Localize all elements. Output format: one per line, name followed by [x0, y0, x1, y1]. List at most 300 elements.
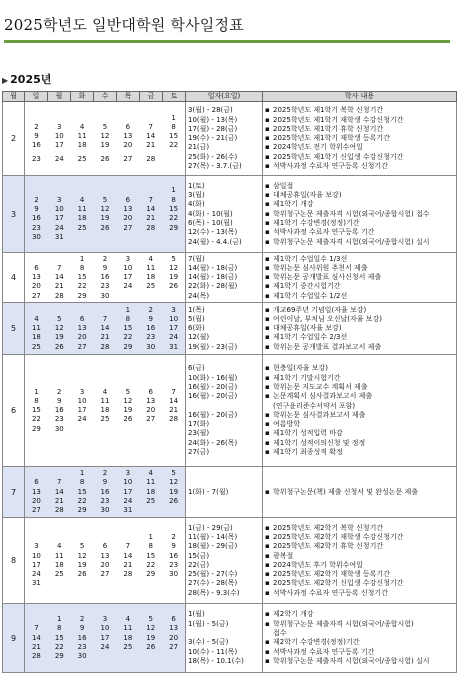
- calendar-day: 24: [54, 154, 64, 163]
- calendar-day: 21: [54, 496, 64, 505]
- triangle-bullet-icon: ▶: [2, 76, 9, 85]
- square-bullet-icon: ▪: [265, 200, 270, 209]
- calendar-day: 19: [169, 273, 179, 282]
- calendar-day: 10: [169, 314, 179, 323]
- calendar-day: 10: [123, 478, 133, 487]
- date-range: 24(화) - 26(목): [188, 438, 238, 447]
- calendar-day: 21: [100, 333, 110, 342]
- calendar-day: [116, 292, 139, 301]
- calendar-day: [139, 506, 162, 515]
- calendar-day: 15: [77, 487, 87, 496]
- header-month: 월: [3, 92, 25, 102]
- calendar-day: 5: [148, 615, 153, 624]
- event-text: 제1학기 중간시험기간: [273, 282, 341, 291]
- date-range: 7(월): [188, 254, 205, 263]
- month-row: [3, 176, 457, 253]
- date-range: 27(금): [188, 447, 210, 456]
- calendar-day: 9: [171, 542, 176, 551]
- calendar-day: 19: [146, 633, 156, 642]
- event-item: [265, 116, 456, 125]
- calendar-day: 22: [54, 642, 64, 651]
- event-list: [263, 253, 457, 303]
- date-range: 14(월) - 18(금): [188, 273, 238, 282]
- square-bullet-icon: ▪: [265, 438, 270, 447]
- date-range: 22(화) - 28(월): [188, 282, 238, 291]
- calendar-day: [139, 292, 162, 301]
- calendar-day: 18: [146, 273, 156, 282]
- event-item: [265, 561, 456, 570]
- month-label: 5: [3, 303, 25, 355]
- event-text: 2024학년도 전기 학위수여일: [273, 143, 363, 152]
- calendar-day: 2: [102, 469, 108, 478]
- calendar-day: 30: [169, 570, 179, 579]
- date-range: 17(화): [188, 420, 210, 429]
- event-text: 여름방학: [273, 420, 301, 429]
- event-text: 석박사과정 수료자 연구등록 신청기간: [273, 588, 388, 597]
- month-row: [3, 604, 457, 673]
- calendar-day: 18: [31, 333, 41, 342]
- date-range: 19(월) - 23(금): [188, 342, 238, 351]
- calendar-day: [162, 506, 185, 515]
- event-list: [263, 518, 457, 604]
- event-item: [265, 264, 456, 273]
- calendar-day: 20: [123, 214, 133, 223]
- calendar-day: 2: [79, 615, 85, 624]
- calendar-day: 18: [146, 487, 156, 496]
- date-range: 24(목): [188, 291, 210, 300]
- calendar-day: 3: [57, 195, 62, 204]
- calendar-day: 6: [79, 314, 85, 323]
- calendar-day: 22: [31, 415, 41, 424]
- event-text: (연구윤리준수서약서 포함): [273, 401, 356, 410]
- date-range: 1(목): [188, 305, 205, 314]
- calendar-day: 24: [169, 333, 179, 342]
- date-range: 10(화) - 16(월): [188, 373, 238, 382]
- calendar-day: [116, 186, 139, 195]
- calendar-day: 16: [169, 551, 179, 560]
- calendar-day: 10: [54, 205, 64, 213]
- calendar-day: [116, 652, 139, 661]
- calendar-day: 19: [123, 406, 133, 415]
- calendar-day: 3: [125, 469, 131, 478]
- date-range: 6(화): [188, 324, 205, 333]
- calendar-day: 1: [79, 254, 85, 263]
- event-text: 제1학기 성적이의신청 및 정정: [273, 438, 366, 447]
- event-list: [263, 102, 457, 176]
- calendar-day: 8: [57, 624, 62, 633]
- event-text: 2025학년도 제1학기 재학생 수강신청기간: [273, 115, 404, 124]
- calendar-day: [94, 186, 117, 195]
- calendar-day: 2: [102, 254, 108, 263]
- date-range: 3(월): [188, 191, 205, 200]
- calendar-day: 2: [148, 305, 153, 314]
- event-item: [265, 620, 456, 629]
- date-list: [186, 303, 263, 355]
- calendar-day: [48, 533, 71, 542]
- calendar-day: 11: [146, 263, 156, 272]
- event-text: 현충일(자율 보강): [273, 364, 329, 373]
- date-list: [186, 355, 263, 467]
- event-text: 어린이날, 부처님 오신날(자율 보강): [273, 314, 383, 323]
- section-heading: [2, 71, 51, 87]
- calendar-day: [48, 469, 71, 478]
- event-item: [265, 629, 456, 638]
- square-bullet-icon: ▪: [265, 410, 270, 419]
- calendar-day: 22: [77, 496, 87, 505]
- date-list: [186, 253, 263, 303]
- calendar-day: [116, 533, 139, 542]
- calendar-day: 10: [123, 263, 133, 272]
- calendar-day: 11: [100, 396, 110, 405]
- calendar-day: 5: [171, 469, 176, 478]
- event-item: [265, 638, 456, 647]
- event-text: 석박사과정 수료자 연구등록 기간: [273, 228, 375, 237]
- square-bullet-icon: ▪: [265, 254, 270, 263]
- event-text: 학위청구논문 제출자격 시험(외국어/종합시험): [273, 619, 414, 628]
- month-calendar: [25, 102, 186, 176]
- calendar-day: 13: [100, 551, 110, 560]
- calendar-day: 7: [148, 195, 153, 204]
- header-date: 일자(요일): [186, 92, 263, 102]
- square-bullet-icon: ▪: [265, 542, 270, 551]
- calendar-day: 2: [57, 387, 62, 396]
- calendar-day: 23: [31, 154, 41, 163]
- event-text: 개교69주년 기념일(자율 보강): [273, 305, 367, 314]
- calendar-day: 5: [125, 387, 131, 396]
- calendar-day: 28: [54, 506, 64, 515]
- calendar-day: 20: [31, 496, 41, 505]
- calendar-day: 1: [57, 615, 62, 624]
- square-bullet-icon: ▪: [265, 373, 270, 382]
- calendar-day: 8: [34, 396, 39, 405]
- event-text: 학위논문 공개발표 심사신청서 제출: [273, 273, 382, 282]
- date-range: 22(금): [188, 560, 210, 569]
- date-range: 10(수) - 11(목): [188, 647, 238, 656]
- calendar-day: 25: [146, 282, 156, 291]
- calendar-day: 16: [146, 324, 156, 333]
- calendar-day: 31: [54, 232, 64, 241]
- calendar-day: 25: [31, 342, 41, 351]
- calendar-day: 29: [123, 342, 133, 351]
- event-list: [263, 176, 457, 253]
- event-text: 학위청구논문 제출자격 시험(외국어/종합시험) 실시: [273, 656, 430, 665]
- date-range: 6(금): [188, 364, 205, 373]
- calendar-day: 3: [102, 615, 108, 624]
- calendar-day: 7: [171, 387, 176, 396]
- date-list: [186, 604, 263, 673]
- calendar-day: 25: [77, 223, 87, 232]
- square-bullet-icon: ▪: [265, 364, 270, 373]
- calendar-day: 21: [123, 560, 133, 569]
- calendar-day: [94, 425, 117, 434]
- event-item: [265, 219, 456, 228]
- calendar-day: 27: [31, 506, 41, 515]
- event-text: 제1학기 기말시험기간: [273, 373, 341, 382]
- calendar-day: 17: [31, 560, 41, 569]
- month-calendar: [25, 253, 186, 303]
- square-bullet-icon: ▪: [265, 291, 270, 300]
- calendar-day: 1: [171, 186, 176, 195]
- calendar-day: [116, 579, 139, 588]
- calendar-day: 26: [100, 223, 110, 232]
- event-text: 대체공휴일(자율 보강): [273, 324, 342, 333]
- event-list: [263, 303, 457, 355]
- event-text: 2025학년도 제2학기 재학생 수강신청기간: [273, 532, 404, 541]
- event-text: 2024학년도 후기 학위수여일: [273, 560, 363, 569]
- calendar-day: 9: [79, 624, 85, 633]
- calendar-day: [94, 533, 117, 542]
- calendar-day: [139, 233, 162, 242]
- date-range: 18(목) - 10.1(수): [188, 656, 244, 665]
- event-item: [265, 411, 456, 420]
- calendar-day: 14: [169, 396, 179, 405]
- month-row: [3, 467, 457, 518]
- calendar-day: 11: [77, 132, 87, 141]
- calendar-day: [71, 306, 94, 315]
- calendar-day: 23: [54, 415, 64, 424]
- calendar-day: 11: [54, 551, 64, 560]
- calendar-day: 7: [57, 478, 62, 487]
- calendar-day: 22: [146, 560, 156, 569]
- header-thu: 목: [117, 92, 140, 102]
- date-range: 23(월): [188, 429, 210, 438]
- calendar-day: 13: [123, 205, 133, 213]
- event-list: [263, 467, 457, 518]
- calendar-day: 6: [34, 263, 39, 272]
- date-list: [186, 176, 263, 253]
- event-item: [265, 134, 456, 143]
- calendar-day: 8: [79, 263, 85, 272]
- event-item: [265, 162, 456, 171]
- calendar-day: 9: [57, 396, 62, 405]
- calendar-day: 15: [146, 551, 156, 560]
- calendar-day: 2: [34, 195, 39, 204]
- calendar-day: 21: [169, 406, 179, 415]
- calendar-day: 5: [102, 122, 108, 131]
- square-bullet-icon: ▪: [265, 619, 270, 628]
- calendar-day: 11: [146, 478, 156, 487]
- calendar-day: 1: [125, 305, 131, 314]
- calendar-day: 1: [171, 113, 176, 122]
- event-item: [265, 238, 456, 247]
- event-text: 광복절: [273, 551, 294, 560]
- event-item: [265, 255, 456, 264]
- event-item: [265, 542, 456, 551]
- calendar-day: 9: [102, 263, 108, 272]
- calendar-day: [94, 579, 117, 588]
- date-range: 3(수) - 5(금): [188, 638, 229, 647]
- calendar-day: 30: [100, 506, 110, 515]
- calendar-day: 18: [77, 141, 87, 150]
- month-label: 7: [3, 467, 25, 518]
- calendar-day: 26: [123, 415, 133, 424]
- date-range: 10(월) - 13(목): [188, 115, 238, 124]
- calendar-day: 21: [146, 214, 156, 223]
- square-bullet-icon: ▪: [265, 273, 270, 282]
- calendar-day: 13: [31, 273, 41, 282]
- calendar-day: 7: [34, 624, 39, 633]
- square-bullet-icon: ▪: [265, 324, 270, 333]
- calendar-day: [94, 652, 117, 661]
- calendar-day: 9: [148, 314, 153, 323]
- calendar-day: 7: [102, 314, 108, 323]
- event-list: [263, 604, 457, 673]
- calendar-day: 23: [77, 642, 87, 651]
- event-text: 2025학년도 제1학기 신입생 수강신청기간: [273, 152, 404, 161]
- calendar-day: 26: [169, 282, 179, 291]
- date-range: 15(금): [188, 551, 210, 560]
- calendar-day: [139, 186, 162, 195]
- calendar-day: 1: [34, 387, 39, 396]
- event-item: [265, 579, 456, 588]
- event-item: [265, 182, 456, 191]
- calendar-day: 24: [123, 496, 133, 505]
- event-item: [265, 439, 456, 448]
- event-text: 제1학기 수업일수 1/2선: [273, 291, 348, 300]
- calendar-day: [48, 306, 71, 315]
- header-mon: 월: [48, 92, 71, 102]
- calendar-day: 6: [171, 615, 176, 624]
- page-title: 2025학년도 일반대학원 학사일정표: [4, 16, 244, 34]
- date-range: 25(월) - 27(수): [188, 570, 238, 579]
- square-bullet-icon: ▪: [265, 656, 270, 665]
- calendar-day: 27: [169, 642, 179, 651]
- calendar-day: 27: [77, 342, 87, 351]
- calendar-day: 14: [146, 132, 156, 141]
- date-range: 24(월) - 4.4.(금): [188, 237, 242, 246]
- square-bullet-icon: ▪: [265, 305, 270, 314]
- calendar-day: 24: [31, 570, 41, 579]
- event-item: [265, 364, 456, 373]
- calendar-day: 26: [54, 342, 64, 351]
- calendar-day: 12: [146, 624, 156, 633]
- calendar-day: 28: [31, 652, 41, 661]
- event-item: [265, 488, 456, 497]
- month-calendar: [25, 518, 186, 604]
- event-text: 삼일절: [273, 181, 294, 190]
- calendar-day: 5: [79, 542, 85, 551]
- calendar-day: 20: [77, 333, 87, 342]
- event-item: [265, 333, 456, 342]
- calendar-day: [162, 155, 185, 164]
- event-item: [265, 374, 456, 383]
- header-fri: 금: [140, 92, 163, 102]
- calendar-day: 19: [54, 333, 64, 342]
- calendar-day: 7: [125, 542, 131, 551]
- square-bullet-icon: ▪: [265, 162, 270, 171]
- calendar-day: 27: [100, 570, 110, 579]
- square-bullet-icon: ▪: [265, 447, 270, 456]
- square-bullet-icon: ▪: [265, 143, 270, 152]
- square-bullet-icon: ▪: [265, 228, 270, 237]
- calendar-day: 27: [123, 154, 133, 163]
- calendar-day: 29: [54, 652, 64, 661]
- calendar-day: 15: [77, 273, 87, 282]
- event-item: [265, 153, 456, 162]
- calendar-day: 26: [169, 496, 179, 505]
- event-text: 제2학기 수강변경(정정)기간: [273, 638, 360, 647]
- square-bullet-icon: ▪: [265, 282, 270, 291]
- calendar-day: [71, 425, 94, 434]
- title-underline: [4, 40, 450, 43]
- event-text: 제1학기 수업일수 2/3선: [273, 333, 348, 342]
- calendar-day: 7: [57, 263, 62, 272]
- calendar-day: 6: [125, 195, 131, 204]
- calendar-day: [162, 579, 185, 588]
- calendar-day: [94, 233, 117, 242]
- calendar-day: 26: [77, 570, 87, 579]
- calendar-day: 10: [54, 132, 64, 141]
- calendar-day: 1: [79, 469, 85, 478]
- calendar-day: [139, 425, 162, 434]
- calendar-day: 12: [169, 263, 179, 272]
- calendar-day: 4: [79, 122, 85, 131]
- calendar-day: [25, 255, 48, 264]
- square-bullet-icon: ▪: [265, 570, 270, 579]
- header-content: 학사 내용: [263, 92, 457, 102]
- event-text: 2025학년도 제1학기 휴학 신청기간: [273, 124, 384, 133]
- calendar-day: 31: [169, 342, 179, 351]
- calendar-day: 1: [148, 532, 153, 541]
- calendar-day: 30: [54, 424, 64, 433]
- calendar-day: 8: [148, 542, 153, 551]
- calendar-day: 12: [100, 205, 110, 213]
- square-bullet-icon: ▪: [265, 314, 270, 323]
- calendar-day: 21: [146, 141, 156, 150]
- calendar-day: 10: [31, 551, 41, 560]
- month-row: [3, 102, 457, 176]
- calendar-day: [48, 186, 71, 195]
- calendar-day: 9: [102, 478, 108, 487]
- date-range: 5(월): [188, 314, 205, 323]
- event-text: 학위논문 심사결과보고서 제출: [273, 410, 366, 419]
- calendar-day: 21: [31, 642, 41, 651]
- calendar-day: 28: [54, 291, 64, 300]
- calendar-day: 30: [77, 652, 87, 661]
- event-item: [265, 282, 456, 291]
- event-item: [265, 324, 456, 333]
- calendar-day: 13: [77, 324, 87, 333]
- calendar-day: 19: [100, 141, 110, 150]
- calendar-day: 23: [146, 333, 156, 342]
- date-range: 12(수) - 13(목): [188, 228, 238, 237]
- calendar-day: 23: [31, 223, 41, 232]
- calendar-day: [162, 425, 185, 434]
- calendar-day: 17: [54, 141, 64, 150]
- event-text: 학위논문 지도교수 계획서 제출: [273, 382, 368, 391]
- square-bullet-icon: ▪: [265, 420, 270, 429]
- calendar-day: [116, 114, 139, 123]
- square-bullet-icon: ▪: [265, 487, 270, 496]
- calendar-day: 10: [77, 396, 87, 405]
- square-bullet-icon: ▪: [265, 263, 270, 272]
- calendar-day: 4: [148, 254, 153, 263]
- calendar-day: 29: [146, 570, 156, 579]
- calendar-day: 19: [77, 560, 87, 569]
- square-bullet-icon: ▪: [265, 429, 270, 438]
- header-row: [3, 92, 457, 102]
- event-text: 제2학기 개강: [273, 610, 314, 619]
- event-text: 2025학년도 제2학기 재학생 등록기간: [273, 570, 390, 579]
- calendar-day: [162, 233, 185, 242]
- event-item: [265, 657, 456, 666]
- date-range: 19(수) - 21(금): [188, 134, 238, 143]
- calendar-day: 7: [148, 122, 153, 131]
- calendar-day: [25, 114, 48, 123]
- calendar-day: 14: [31, 633, 41, 642]
- calendar-day: 31: [123, 506, 133, 515]
- calendar-day: 14: [146, 205, 156, 213]
